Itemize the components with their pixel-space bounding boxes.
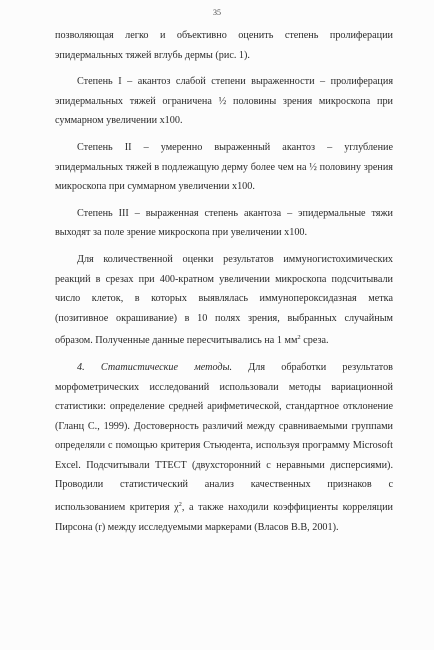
chi-square-superscript: 2	[178, 501, 182, 509]
body-text	[55, 26, 393, 537]
paragraph-intro-continuation: позволяющая легко и объективно оценить степень пролиферации эпидермальных тяжей вглубь дермы (рис. 1).	[55, 30, 393, 61]
paragraph-grade-2: Степень II – умеренно выраженный акантоз – углубление эпидермальных тяжей в подлежащую дерму более чем на ½ половину зрения микроскопа при суммарном увеличении х100.	[55, 141, 393, 193]
square-superscript: 2	[297, 334, 301, 342]
paragraph-quantitative-assessment	[55, 250, 393, 351]
quantitative-text: Для количественной оценки результатов иммуногистохимических реакций в срезах при 400-кратном увеличении микроскопа подсчитывали число клеток, в которых выявлялась иммунопероксидазная метка (позитивное окрашивание) в 10 полях зрения, выбранных случайным образом. Полученные данные пересчитывались на 1 мм	[55, 253, 393, 347]
paragraph-grade-1: Степень I – акантоз слабой степени выраженности – пролиферация эпидермальных тяжей ограничена ½ половины зрения микроскопа при суммарном увеличении х100.	[55, 76, 393, 127]
statistics-text-end: , а также находили коэффициенты корреляции Пирсона (r) между исследуемыми маркерами (Власов В.В, 2001).	[55, 502, 393, 533]
paragraph-grade-3: Степень III – выраженная степень акантоза – эпидермальные тяжи выходят за поле зрение микроскопа при увеличении х100.	[55, 207, 393, 239]
statistics-heading: 4. Статистические методы.	[77, 361, 233, 373]
statistics-text: Для обработки результатов морфометрических исследований использовали методы вариационной статистики: определение средней арифметической, стандартное отклонение (Гланц С., 1999). Достоверность различий между сравниваемыми группами определяли с помощью критерия Стьюдента, используя программу Microsoft Excel. Подсчитывали TTEСT (двухсторонний с неравными дисперсиями). Проводили статистический анализ качественных признаков с использованием критерия χ	[55, 361, 393, 514]
paragraph-statistical-methods	[55, 358, 393, 537]
page-number: 35	[213, 8, 221, 17]
quantitative-text-end: среза.	[300, 335, 329, 347]
